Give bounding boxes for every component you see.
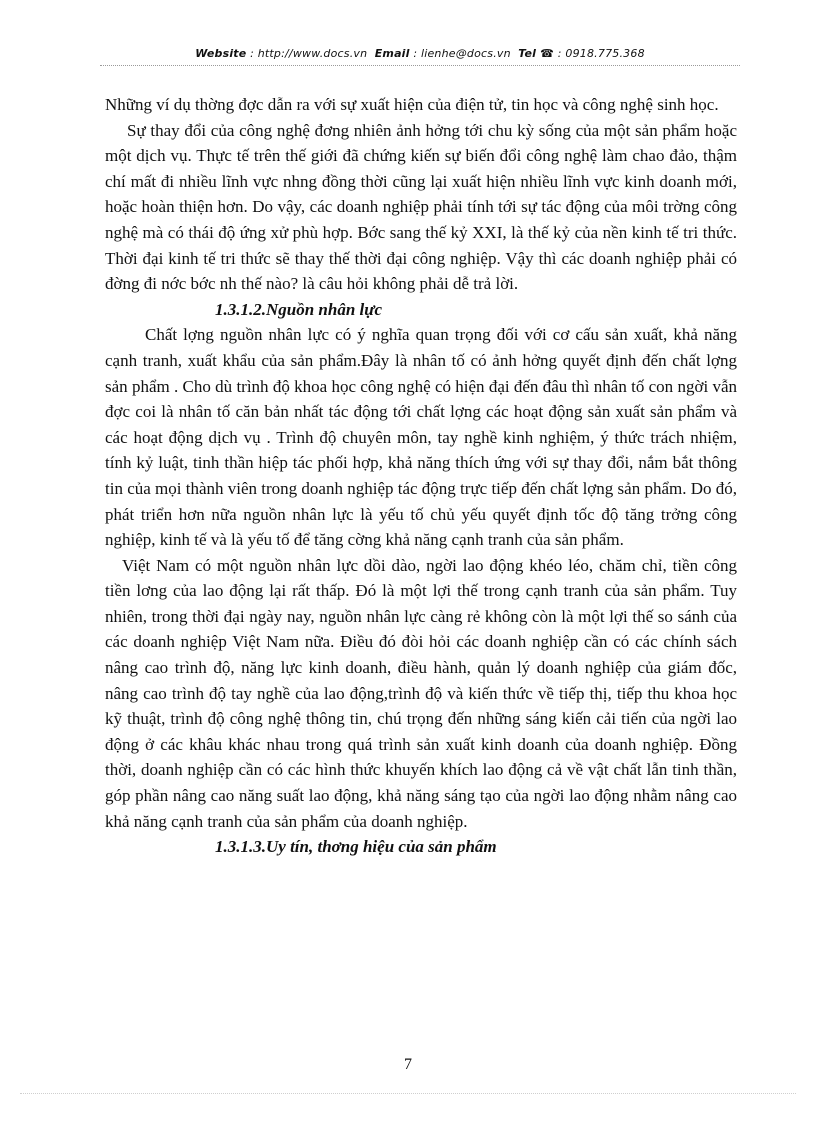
paragraph-technology: Sự thay đổi của công nghệ đơng nhiên ảnh hởng tới chu kỳ sống của một sản phẩm hoặc một dịch vụ. Thực tế trên thế giới đã chứng kiến sự biến đổi công nghệ làm chao đảo, thậm chí mất đi nhiều lĩnh vực nhng đồng thời cũng lại xuất hiện nhiều lĩnh vực kinh doanh mới, hoặc hoàn thiện hơn. Do vậy, các doanh nghiệp phải tính tới sự tác động của môi trờng công nghệ mà có thái độ ứng xử phù hợp. Bớc sang thế kỷ XXI, là thế kỷ của nền kinh tế tri thức. Thời đại kinh tế tri thức sẽ thay thế thời đại công nghiệp. Vậy thì các doanh nghiệp phải có đờng đi nớc bớc nh thế nào? là câu hỏi không phải dễ trả lời. <box>105 120 737 294</box>
email-value: : lienhe@docs.vn <box>413 47 511 60</box>
document-body <box>105 92 737 860</box>
page-number: 7 <box>404 1056 412 1073</box>
section-heading-human-resources: 1.3.1.2.Nguồn nhân lực <box>215 299 383 319</box>
paragraph-human-resources-quality: Chất lợng nguồn nhân lực có ý nghĩa quan trọng đối với cơ cấu sản xuất, khả năng cạnh tranh, xuất khẩu của sản phẩm.Đây là nhân tố có ảnh hởng quyết định đến chất lợng sản phẩm . Cho dù trình độ khoa học công nghệ có hiện đại đến đâu thì nhân tố con ngời vẫn đợc coi là nhân tố căn bản nhất tác động tới chất lợng các hoạt động sản xuất sản phẩm và các hoạt động dịch vụ . Trình độ chuyên môn, tay nghề kinh nghiệm, ý thức trách nhiệm, tính kỷ luật, tinh thần hiệp tác phối hợp, khả năng thích ứng với sự thay đổi, nắm bắt thông tin của mọi thành viên trong doanh nghiệp tác động trực tiếp đến chất lợng sản phẩm. Do đó, phát triển hơn nữa nguồn nhân lực là yếu tố chủ yếu quyết định tốc độ tăng trởng công nghiệp, kinh tế và là yếu tố để tăng cờng khả năng cạnh tranh của sản phẩm. <box>105 325 737 550</box>
paragraph-intro: Những ví dụ thờng đợc dẫn ra với sự xuất hiện của điện tử, tin học và công nghệ sinh học. <box>105 95 719 114</box>
email-label: Email <box>374 47 410 60</box>
website-label: Website <box>195 47 247 60</box>
tel-value: : 0918.775.368 <box>557 47 645 60</box>
header-divider <box>100 65 740 66</box>
footer-divider <box>20 1093 796 1094</box>
section-heading-brand-reputation: 1.3.1.3.Uy tín, thơng hiệu của sản phẩm <box>215 837 497 857</box>
tel-label: Tel ☎ <box>518 47 555 60</box>
page-header <box>100 47 740 60</box>
paragraph-vietnam-labor: Việt Nam có một nguồn nhân lực dồi dào, ngời lao động khéo léo, chăm chỉ, tiền công tiền lơng của lao động lại rất thấp. Đó là một lợi thế trong cạnh tranh của sản phẩm. Tuy nhiên, trong thời đại ngày nay, nguồn nhân lực càng rẻ không còn là một lợi thế so sánh của các doanh nghiệp Việt Nam nữa. Điều đó đòi hỏi các doanh nghiệp cần có các chính sách nâng cao trình độ, năng lực kinh doanh, điều hành, quản lý doanh nghiệp của giám đốc, nâng cao trình độ tay nghề của lao động,trình độ và kiến thức về tiếp thị, tiếp thu khoa học kỹ thuật, trình độ công nghệ thông tin, chú trọng đến những sáng kiến cải tiến của ngời lao động ở các khâu khác nhau trong quá trình sản xuất kinh doanh của doanh nghiệp. Đồng thời, doanh nghiệp cần có các hình thức khuyến khích lao động cả về vật chất lẫn tinh thần, góp phần nâng cao năng suất lao động, khả năng sáng tạo của ngời lao động nhằm nâng cao khả năng cạnh tranh của sản phẩm của doanh nghiệp. <box>105 555 737 831</box>
website-value: : http://www.docs.vn <box>250 47 368 60</box>
